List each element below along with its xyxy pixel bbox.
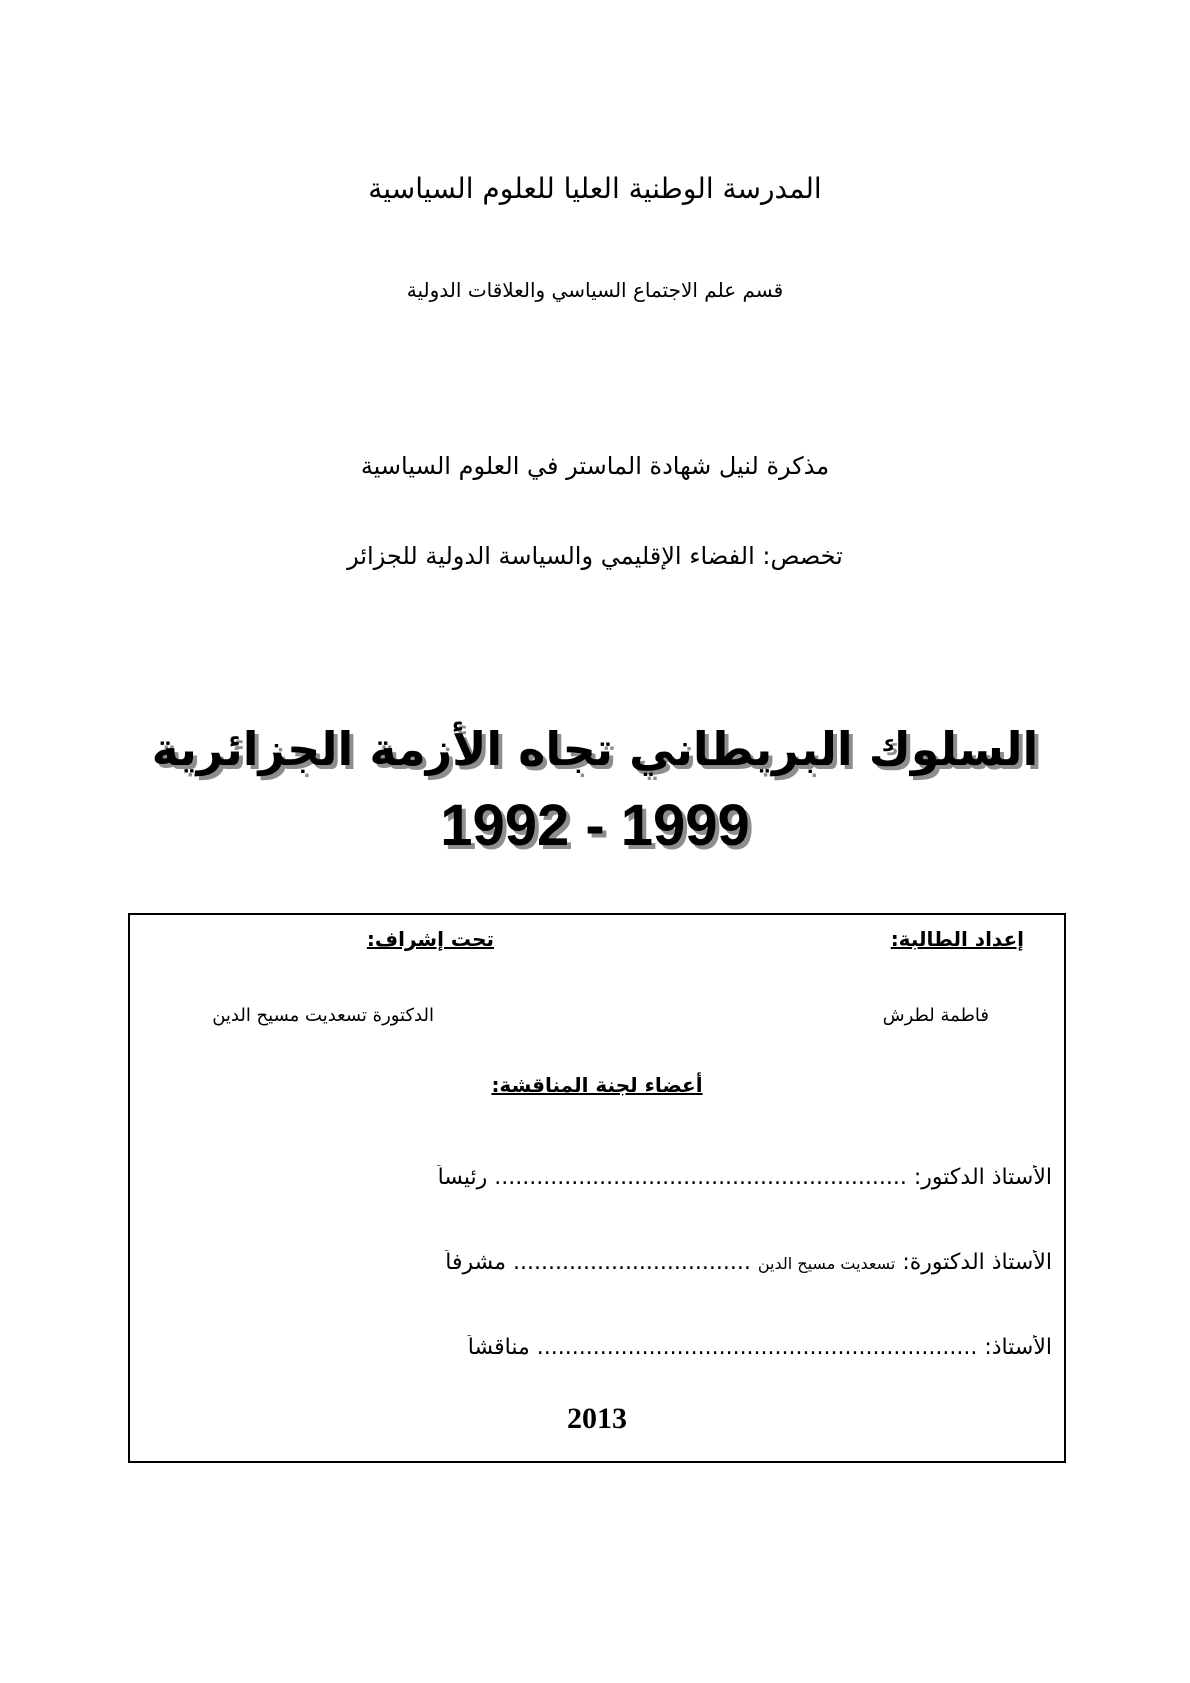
specialty-line: تخصص: الفضاء الإقليمي والسياسة الدولية للجزائر — [347, 542, 843, 570]
committee-member-supervisor — [186, 1250, 1052, 1275]
committee-member-examiner — [186, 1335, 1052, 1360]
member-dots: ............................................................... — [536, 1335, 978, 1360]
member-label: الأستاذ الدكتور: — [913, 1165, 1052, 1190]
committee-heading: أعضاء لجنة المناقشة: — [491, 1073, 703, 1097]
member-name: تسعديت مسيح الدين — [757, 1254, 896, 1273]
member-label: الأستاذ: — [984, 1335, 1052, 1360]
thesis-title: السلوك البريطاني تجاه الأزمة الجزائرية — [151, 722, 1039, 776]
committee-box — [128, 913, 1066, 1463]
committee-member-president — [186, 1165, 1052, 1190]
member-role: مشرفاً — [445, 1250, 507, 1275]
member-role: رئيساً — [437, 1165, 488, 1190]
member-dots: ........................................................... — [494, 1165, 907, 1190]
student-heading: إعداد الطالبة: — [890, 927, 1024, 951]
member-dots: .................................. — [513, 1250, 751, 1275]
member-role: مناقشاً — [467, 1335, 530, 1360]
supervision-heading: تحت إشراف: — [366, 927, 494, 951]
school-name: المدرسة الوطنية العليا للعلوم السياسية — [368, 172, 822, 205]
department-name: قسم علم الاجتماع السياسي والعلاقات الدولية — [406, 278, 784, 302]
degree-statement: مذكرة لنيل شهادة الماستر في العلوم السياسية — [360, 452, 830, 480]
supervisor-name: الدكتورة تسعديت مسيح الدين — [212, 1005, 434, 1026]
student-name: فاطمة لطرش — [882, 1005, 989, 1026]
member-label: الأستاذ الدكتورة: — [902, 1250, 1052, 1275]
thesis-years: 1992 - 1999 — [440, 793, 750, 858]
defense-year: 2013 — [567, 1402, 627, 1435]
